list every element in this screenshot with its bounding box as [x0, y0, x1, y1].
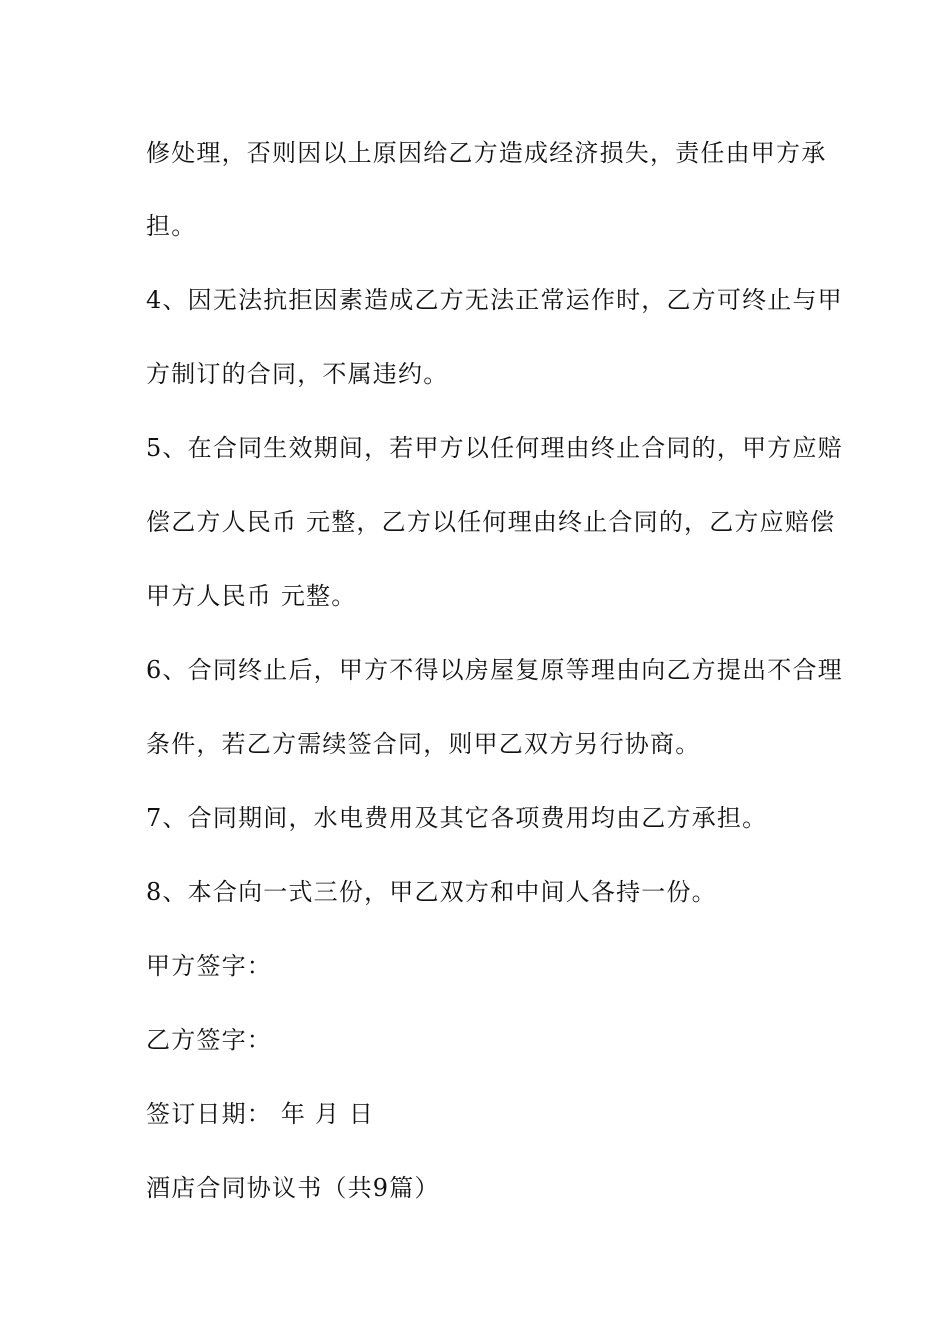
clause-8-line: 8、本合向一式三份，甲乙双方和中间人各持一份。 [146, 878, 717, 906]
paragraph-line: 条件，若乙方需续签合同，则甲乙双方另行协商。 [146, 730, 701, 758]
party-a-signature-label: 甲方签字： [146, 952, 272, 980]
clause-6-line: 6、合同终止后，甲方不得以房屋复原等理由向乙方提出不合理 [146, 656, 843, 684]
clause-5-line: 5、在合同生效期间，若甲方以任何理由终止合同的，甲方应赔 [146, 434, 843, 462]
signing-date-label: 签订日期： 年 月 日 [146, 1100, 375, 1128]
paragraph-line: 甲方人民币 元整。 [146, 582, 357, 610]
document-title: 酒店合同协议书（共9篇） [146, 1174, 440, 1202]
paragraph-line: 担。 [146, 212, 197, 240]
paragraph-line: 修处理，否则因以上原因给乙方造成经济损失，责任由甲方承 [146, 139, 827, 167]
clause-7-line: 7、合同期间，水电费用及其它各项费用均由乙方承担。 [146, 804, 768, 832]
paragraph-line: 方制订的合同，不属违约。 [146, 360, 449, 388]
party-b-signature-label: 乙方签字： [146, 1026, 272, 1054]
paragraph-line: 偿乙方人民币 元整，乙方以任何理由终止合同的，乙方应赔偿 [146, 508, 836, 536]
clause-4-line: 4、因无法抗拒因素造成乙方无法正常运作时，乙方可终止与甲 [146, 286, 843, 314]
